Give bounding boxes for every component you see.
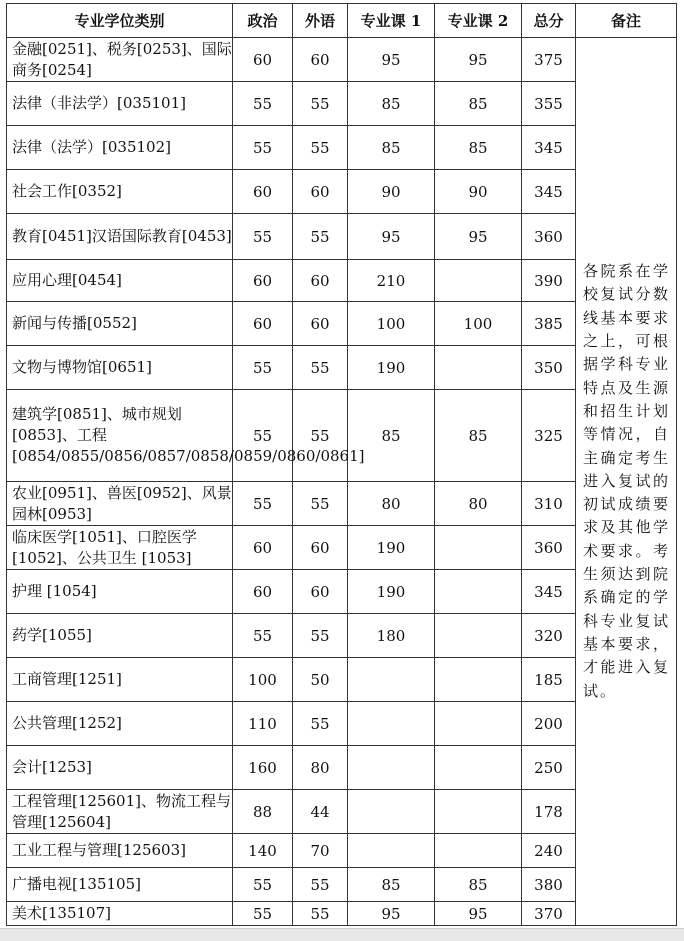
foreign-cell: 44 bbox=[293, 790, 348, 834]
course2-cell: 85 bbox=[435, 82, 522, 126]
foreign-cell: 50 bbox=[293, 658, 348, 702]
course1-cell: 95 bbox=[348, 214, 435, 260]
total-cell: 345 bbox=[522, 170, 576, 214]
course2-cell bbox=[435, 834, 522, 868]
course2-cell bbox=[435, 260, 522, 302]
foreign-cell: 60 bbox=[293, 302, 348, 346]
course1-cell: 85 bbox=[348, 82, 435, 126]
category-cell: 社会工作[0352] bbox=[7, 170, 233, 214]
category-cell: 法律（非法学）[035101] bbox=[7, 82, 233, 126]
total-cell: 375 bbox=[522, 38, 576, 82]
politics-cell: 110 bbox=[233, 702, 293, 746]
course1-cell: 180 bbox=[348, 614, 435, 658]
total-cell: 178 bbox=[522, 790, 576, 834]
course2-cell: 85 bbox=[435, 126, 522, 170]
politics-cell: 88 bbox=[233, 790, 293, 834]
foreign-cell: 55 bbox=[293, 214, 348, 260]
foreign-cell: 70 bbox=[293, 834, 348, 868]
course2-cell: 95 bbox=[435, 214, 522, 260]
course2-cell bbox=[435, 658, 522, 702]
politics-cell: 55 bbox=[233, 902, 293, 926]
politics-cell: 55 bbox=[233, 126, 293, 170]
category-cell: 临床医学[1051]、口腔医学[1052]、公共卫生 [1053] bbox=[7, 526, 233, 570]
category-cell: 会计[1253] bbox=[7, 746, 233, 790]
foreign-cell: 60 bbox=[293, 570, 348, 614]
foreign-cell: 55 bbox=[293, 614, 348, 658]
total-cell: 390 bbox=[522, 260, 576, 302]
category-cell: 美术[135107] bbox=[7, 902, 233, 926]
category-cell: 公共管理[1252] bbox=[7, 702, 233, 746]
course1-cell: 90 bbox=[348, 170, 435, 214]
course2-cell: 80 bbox=[435, 482, 522, 526]
total-cell: 370 bbox=[522, 902, 576, 926]
foreign-cell: 55 bbox=[293, 902, 348, 926]
course1-cell: 85 bbox=[348, 390, 435, 482]
course1-cell: 190 bbox=[348, 526, 435, 570]
foreign-cell: 60 bbox=[293, 170, 348, 214]
note-cell: 各院系在学校复试分数线基本要求之上，可根据学科专业特点及生源和招生计划等情况，自主确定考生进入复试的初试成绩要求及其他学术要求。考生须达到院系确定的学科专业复试基本要求，才能进入复试。 bbox=[576, 38, 677, 926]
horizontal-scrollbar[interactable] bbox=[0, 928, 684, 941]
course1-cell: 95 bbox=[348, 902, 435, 926]
course2-cell bbox=[435, 526, 522, 570]
total-cell: 355 bbox=[522, 82, 576, 126]
politics-cell: 60 bbox=[233, 38, 293, 82]
total-cell: 250 bbox=[522, 746, 576, 790]
header-note: 备注 bbox=[576, 4, 677, 38]
course2-cell bbox=[435, 346, 522, 390]
course2-cell bbox=[435, 702, 522, 746]
course2-cell: 100 bbox=[435, 302, 522, 346]
header-row bbox=[7, 4, 677, 38]
score-table bbox=[6, 3, 677, 926]
category-cell: 药学[1055] bbox=[7, 614, 233, 658]
politics-cell: 55 bbox=[233, 214, 293, 260]
politics-cell: 160 bbox=[233, 746, 293, 790]
table-row bbox=[7, 38, 677, 82]
politics-cell: 55 bbox=[233, 82, 293, 126]
course2-cell bbox=[435, 570, 522, 614]
politics-cell: 55 bbox=[233, 390, 293, 482]
course1-cell: 80 bbox=[348, 482, 435, 526]
total-cell: 320 bbox=[522, 614, 576, 658]
total-cell: 310 bbox=[522, 482, 576, 526]
foreign-cell: 55 bbox=[293, 126, 348, 170]
course1-cell bbox=[348, 790, 435, 834]
politics-cell: 60 bbox=[233, 570, 293, 614]
politics-cell: 55 bbox=[233, 614, 293, 658]
total-cell: 345 bbox=[522, 570, 576, 614]
total-cell: 345 bbox=[522, 126, 576, 170]
foreign-cell: 55 bbox=[293, 868, 348, 902]
foreign-cell: 55 bbox=[293, 346, 348, 390]
course2-cell: 85 bbox=[435, 868, 522, 902]
header-total: 总分 bbox=[522, 4, 576, 38]
total-cell: 360 bbox=[522, 526, 576, 570]
foreign-cell: 55 bbox=[293, 82, 348, 126]
category-cell: 建筑学[0851]、城市规划[0853]、工程[0854/0855/0856/0857/0858/0859/0860/0861] bbox=[7, 390, 233, 482]
politics-cell: 55 bbox=[233, 482, 293, 526]
politics-cell: 60 bbox=[233, 302, 293, 346]
category-cell: 农业[0951]、兽医[0952]、风景园林[0953] bbox=[7, 482, 233, 526]
course1-cell bbox=[348, 746, 435, 790]
course1-cell: 95 bbox=[348, 38, 435, 82]
course1-cell bbox=[348, 702, 435, 746]
course1-cell bbox=[348, 834, 435, 868]
foreign-cell: 60 bbox=[293, 260, 348, 302]
course1-cell: 190 bbox=[348, 570, 435, 614]
foreign-cell: 55 bbox=[293, 482, 348, 526]
politics-cell: 60 bbox=[233, 170, 293, 214]
category-cell: 法律（法学）[035102] bbox=[7, 126, 233, 170]
category-cell: 应用心理[0454] bbox=[7, 260, 233, 302]
category-cell: 教育[0451]汉语国际教育[0453] bbox=[7, 214, 233, 260]
politics-cell: 55 bbox=[233, 346, 293, 390]
category-cell: 广播电视[135105] bbox=[7, 868, 233, 902]
foreign-cell: 60 bbox=[293, 526, 348, 570]
politics-cell: 100 bbox=[233, 658, 293, 702]
total-cell: 325 bbox=[522, 390, 576, 482]
category-cell: 文物与博物馆[0651] bbox=[7, 346, 233, 390]
header-foreign: 外语 bbox=[293, 4, 348, 38]
total-cell: 240 bbox=[522, 834, 576, 868]
course1-cell: 210 bbox=[348, 260, 435, 302]
header-course1: 专业课 1 bbox=[348, 4, 435, 38]
course2-cell: 90 bbox=[435, 170, 522, 214]
course2-cell bbox=[435, 614, 522, 658]
total-cell: 380 bbox=[522, 868, 576, 902]
total-cell: 385 bbox=[522, 302, 576, 346]
course2-cell bbox=[435, 746, 522, 790]
foreign-cell: 80 bbox=[293, 746, 348, 790]
category-cell: 新闻与传播[0552] bbox=[7, 302, 233, 346]
foreign-cell: 55 bbox=[293, 702, 348, 746]
header-category: 专业学位类别 bbox=[7, 4, 233, 38]
course2-cell: 95 bbox=[435, 902, 522, 926]
total-cell: 360 bbox=[522, 214, 576, 260]
header-course2: 专业课 2 bbox=[435, 4, 522, 38]
course1-cell: 85 bbox=[348, 868, 435, 902]
course2-cell: 85 bbox=[435, 390, 522, 482]
foreign-cell: 55 bbox=[293, 390, 348, 482]
course1-cell bbox=[348, 658, 435, 702]
course1-cell: 100 bbox=[348, 302, 435, 346]
course1-cell: 85 bbox=[348, 126, 435, 170]
total-cell: 185 bbox=[522, 658, 576, 702]
politics-cell: 55 bbox=[233, 868, 293, 902]
category-cell: 工商管理[1251] bbox=[7, 658, 233, 702]
course2-cell bbox=[435, 790, 522, 834]
politics-cell: 140 bbox=[233, 834, 293, 868]
foreign-cell: 60 bbox=[293, 38, 348, 82]
politics-cell: 60 bbox=[233, 260, 293, 302]
total-cell: 350 bbox=[522, 346, 576, 390]
course2-cell: 95 bbox=[435, 38, 522, 82]
category-cell: 工程管理[125601]、物流工程与管理[125604] bbox=[7, 790, 233, 834]
politics-cell: 60 bbox=[233, 526, 293, 570]
category-cell: 金融[0251]、税务[0253]、国际商务[0254] bbox=[7, 38, 233, 82]
total-cell: 200 bbox=[522, 702, 576, 746]
course1-cell: 190 bbox=[348, 346, 435, 390]
header-politics: 政治 bbox=[233, 4, 293, 38]
category-cell: 工业工程与管理[125603] bbox=[7, 834, 233, 868]
category-cell: 护理 [1054] bbox=[7, 570, 233, 614]
